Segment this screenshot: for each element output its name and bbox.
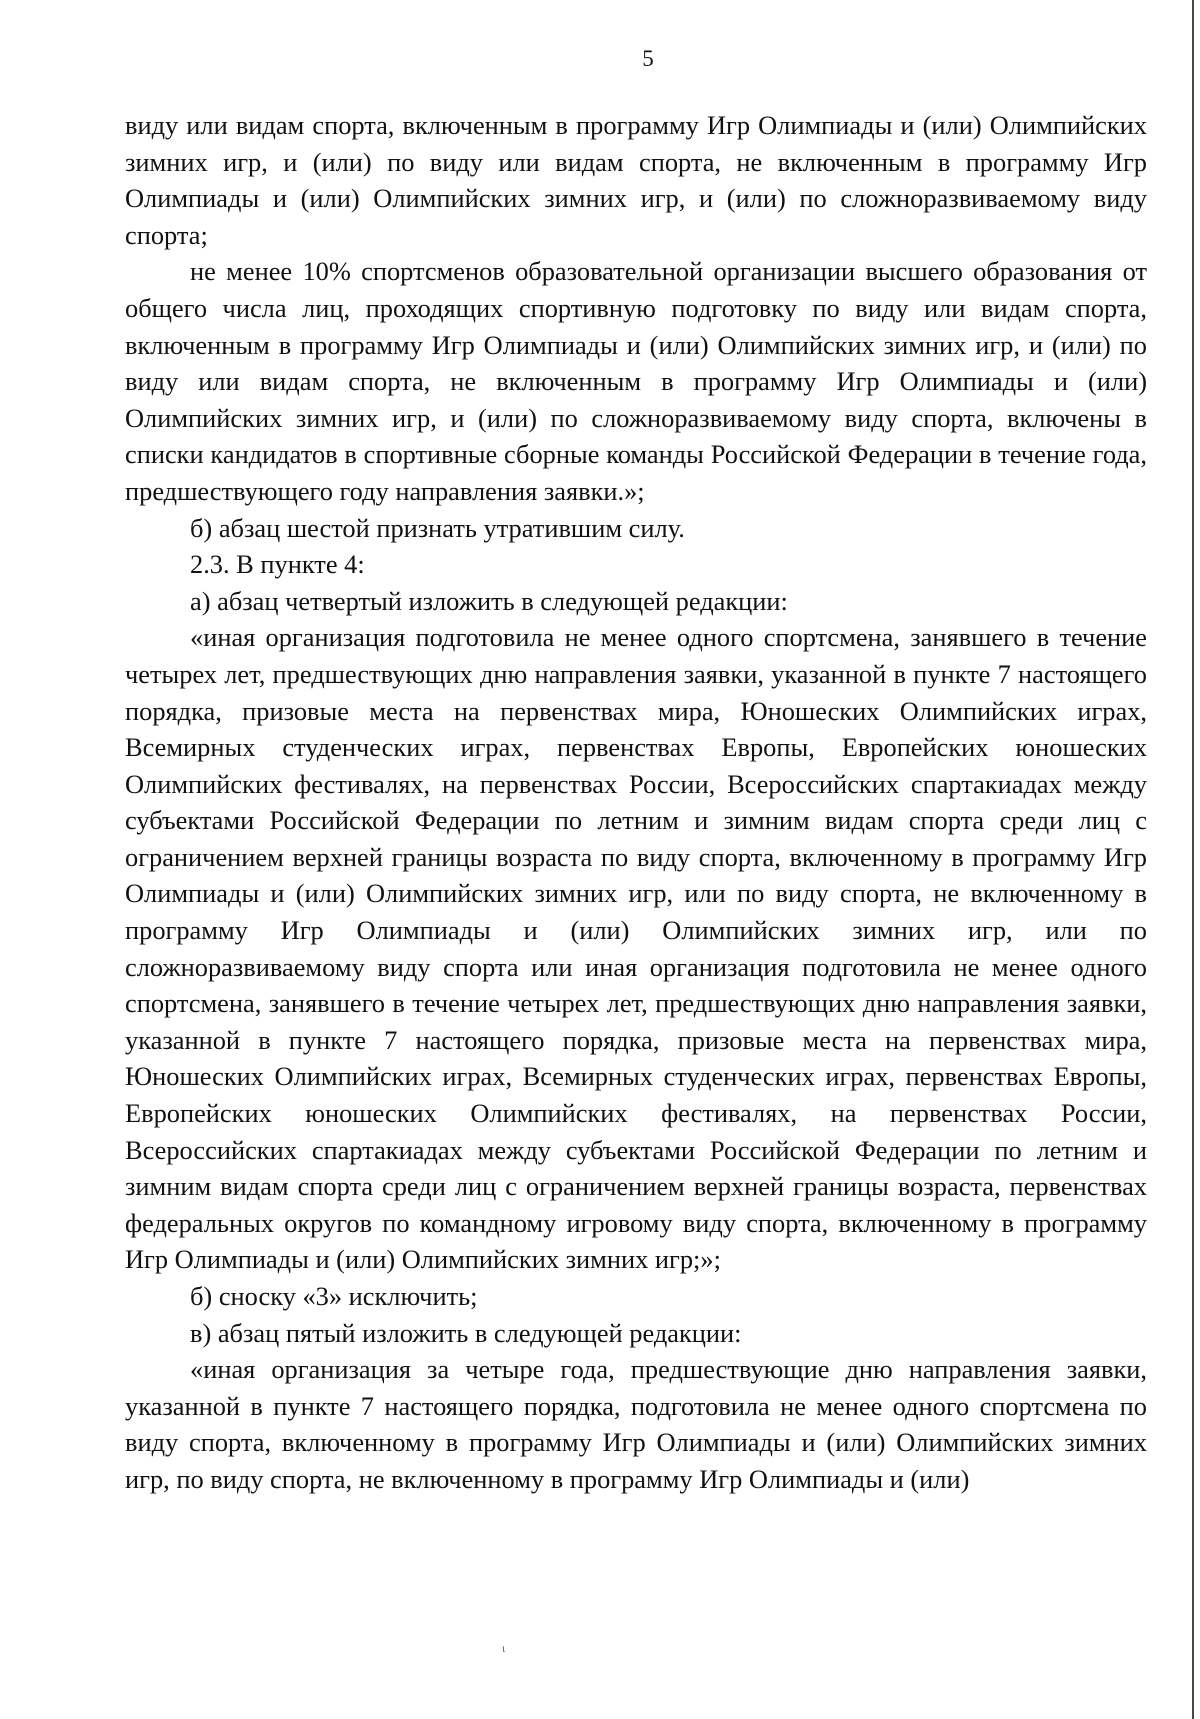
paragraph-continuation: виду или видам спорта, включенным в программу Игр Олимпиады и (или) Олимпийских зимних игр, и (или) по виду или видам спорта, не включенным в программу Игр Олимпиады и (или) Олимпийских зимних игр, и (или) по сложноразвиваемому виду спорта; <box>125 110 1147 250</box>
paragraph-quoted-four-years: «иная организация за четыре года, предшествующие дню направления заявки, указанной в пункте 7 настоящего порядка, подготовила не менее одного спортсмена по виду спорта, включенному в программу Игр Олимпиады и (или) Олимпийских зимних игр, по виду спорта, не включенному в программу Игр Олимпиады и (или) <box>125 1354 1147 1494</box>
page-number: 5 <box>642 46 654 71</box>
scan-edge-line <box>1192 0 1194 1719</box>
paragraph-section-2-3: 2.3. В пункте 4: <box>190 549 365 580</box>
paragraph-quoted-organization: «иная организация подготовила не менее одного спортсмена, занявшего в течение четырех лет, предшествующих дню направления заявки, указанной в пункте 7 настоящего порядка, призовые места на первенствах мира, Юношеских Олимпийских играх, Всемирных студенческих играх, первенствах Европы, Европейских юношеских Олимпийских фестивалях, на первенствах России, Всероссийских спартакиадах между субъектами Российской Федерации по летним и зимним видам спорта среди лиц с ограничением верхней границы возраста по виду спорта, включенному в программу Игр Олимпиады и (или) Олимпийских зимних игр, или по виду спорта, не включенному в программу Игр Олимпиады и (или) Олимпийских зимних игр, или по сложноразвиваемому виду спорта или иная организация подготовила не менее одного спортсмена, занявшего в течение четырех лет, предшествующих дню направления заявки, указанной в пункте 7 настоящего порядка, призовые места на первенствах мира, Юношеских Олимпийских играх, Всемирных студенческих играх, первенствах Европы, Европейских юношеских Олимпийских фестивалях, на первенствах России, Всероссийских спартакиадах между субъектами Российской Федерации по летним и зимним видам спорта среди лиц с ограничением верхней границы возраста, первенствах федеральных округов по командному игровому виду спорта, включенному в программу Игр Олимпиады и (или) Олимпийских зимних игр;»; <box>125 622 1147 1275</box>
paragraph-athletes-percentage: не менее 10% спортсменов образовательной организации высшего образования от общего числа лиц, проходящих спортивную подготовку по виду или видам спорта, включенным в программу Игр Олимпиады и (или) Олимпийских зимних игр, и (или) по виду или видам спорта, не включенным в программу Игр Олимпиады и (или) Олимпийских зимних игр, и (или) по сложноразвиваемому виду спорта, включены в списки кандидатов в спортивные сборные команды Российской Федерации в течение года, предшествующего году направления заявки.»; <box>125 256 1147 506</box>
paragraph-subpoint-b: б) абзац шестой признать утратившим силу. <box>190 512 685 543</box>
document-body <box>125 107 1147 1498</box>
paragraph-footnote-exclusion: б) сноску «3» исключить; <box>190 1281 478 1311</box>
paragraph-subpoint-a: а) абзац четвертый изложить в следующей редакции: <box>190 585 788 616</box>
paragraph-subpoint-v: в) абзац пятый изложить в следующей редакции: <box>190 1317 742 1348</box>
scan-mark: ι <box>502 1641 506 1655</box>
